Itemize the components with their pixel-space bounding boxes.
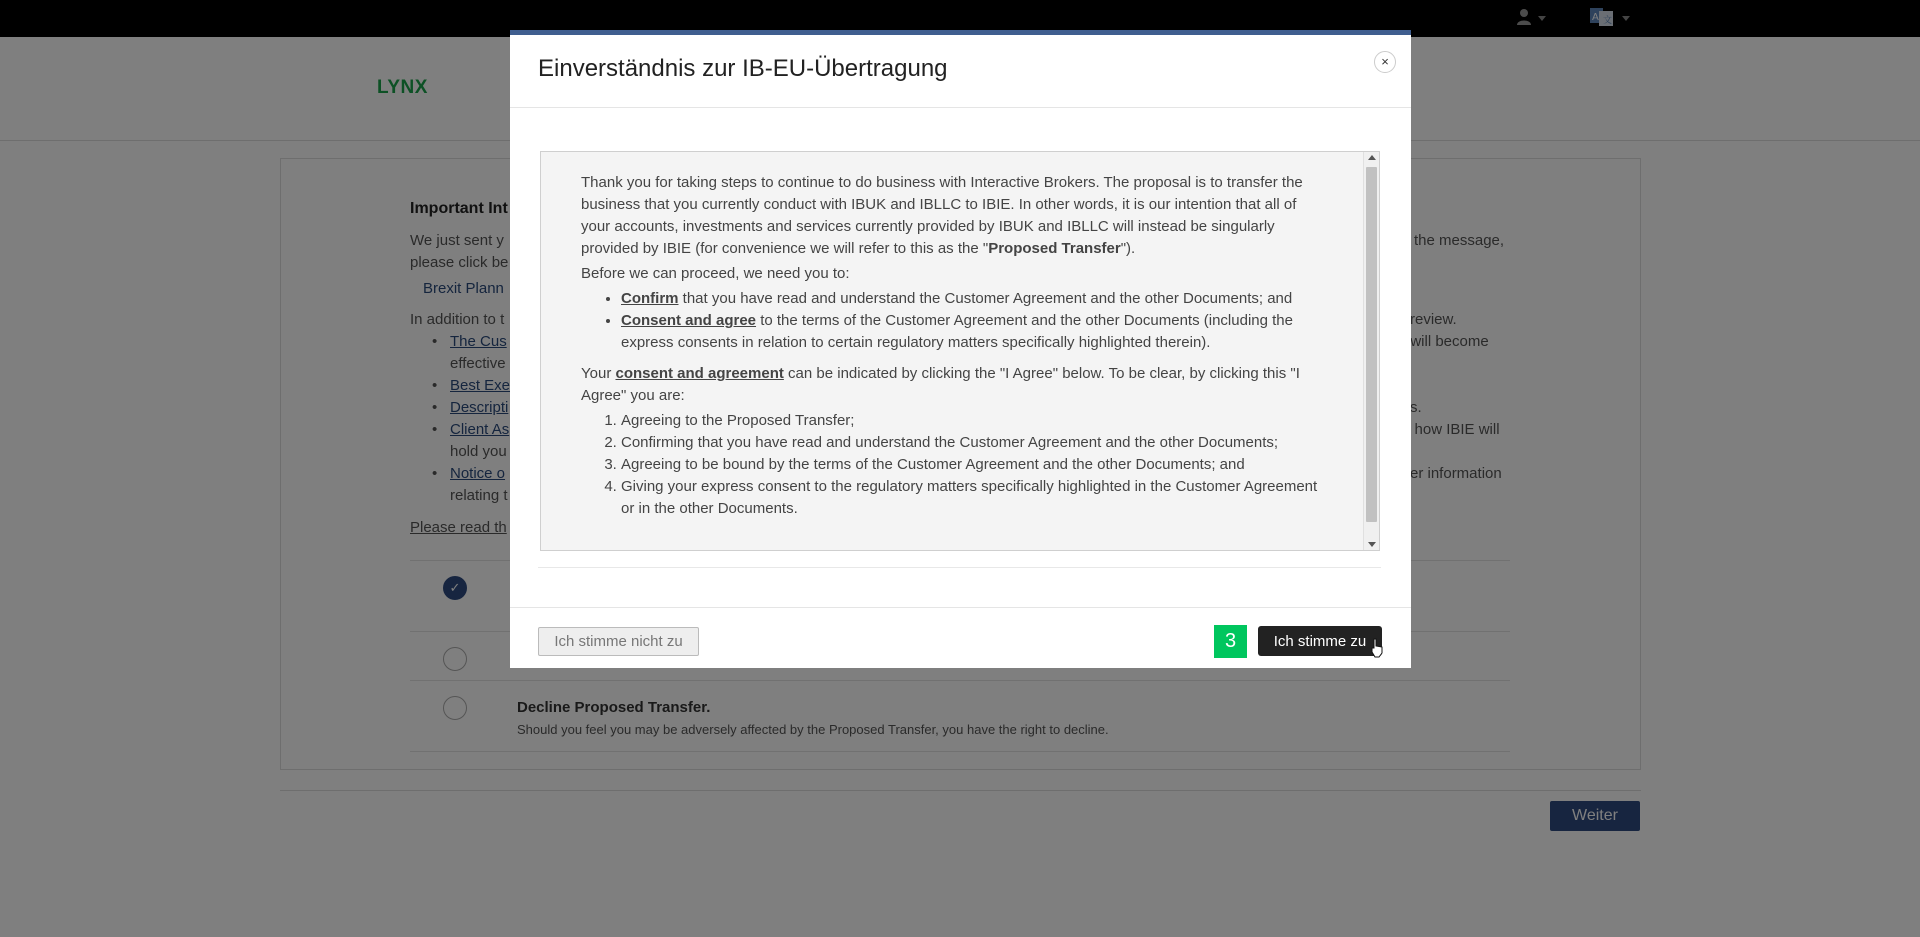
list-item: 3. Agreeing to be bound by the terms of the Customer Agreement and the other Documents; and bbox=[621, 454, 1326, 476]
list-item: 2. Confirming that you have read and understand the Customer Agreement and the other Documents; bbox=[621, 432, 1326, 454]
list-item: • Consent and agree to the terms of the Customer Agreement and the other Documents (including the express consents in relation to certain regulatory matters specifically highlighted therein). bbox=[621, 310, 1326, 354]
scroll-thumb[interactable] bbox=[1366, 167, 1377, 522]
agreement-paragraph: Thank you for taking steps to continue to do business with Interactive Brokers. The proposal is to transfer the business that you currently conduct with IBUK and IBLLC to IBIE. In other words, it is our intention that all of your accounts, investments and services currently provided by IBUK and IBLLC will instead be singularly provided by IBIE (for convenience we will refer to this as the "Proposed Transfer"). bbox=[581, 174, 1303, 257]
scroll-up-arrow-icon[interactable] bbox=[1368, 155, 1376, 160]
agreement-steps-list bbox=[621, 410, 1326, 520]
requirements-list bbox=[621, 288, 1326, 354]
divider bbox=[538, 567, 1381, 568]
scroll-down-arrow-icon[interactable] bbox=[1368, 542, 1376, 547]
scrollbar[interactable] bbox=[1363, 152, 1379, 550]
agreement-text-box[interactable] bbox=[540, 151, 1380, 551]
consent-modal bbox=[510, 30, 1411, 668]
agreement-paragraph: Before we can proceed, we need you to: bbox=[581, 265, 850, 282]
step-badge: 3 bbox=[1214, 625, 1247, 658]
agreement-paragraph: Your consent and agreement can be indicated by clicking the "I Agree" below. To be clear, by clicking this "I Agree" you are: bbox=[581, 365, 1300, 404]
list-item: 1. Agreeing to the Proposed Transfer; bbox=[621, 410, 1326, 432]
agree-button[interactable]: Ich stimme zu bbox=[1258, 626, 1382, 656]
close-button[interactable] bbox=[1374, 51, 1396, 73]
list-item: 4. Giving your express consent to the regulatory matters specifically highlighted in the Customer Agreement or in the other Documents. bbox=[621, 476, 1326, 520]
list-item: • Confirm that you have read and understand the Customer Agreement and the other Documents; and bbox=[621, 288, 1326, 310]
close-icon: × bbox=[1381, 54, 1389, 69]
modal-header bbox=[510, 35, 1411, 108]
modal-title: Einverständnis zur IB-EU-Übertragung bbox=[538, 55, 948, 82]
agreement-content bbox=[581, 172, 1326, 520]
modal-footer bbox=[510, 607, 1411, 673]
mouse-cursor-icon bbox=[1370, 638, 1384, 658]
disagree-button[interactable]: Ich stimme nicht zu bbox=[538, 627, 699, 656]
